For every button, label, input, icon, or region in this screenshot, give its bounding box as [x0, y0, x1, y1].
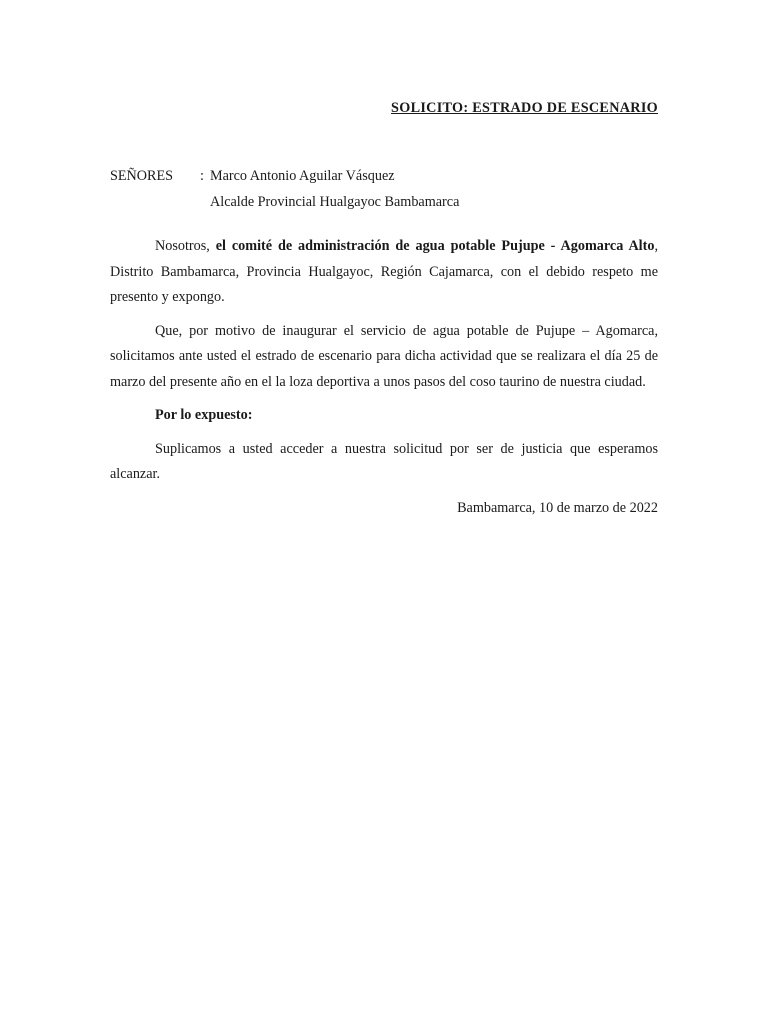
- addressee-separator: :: [200, 168, 204, 184]
- closing-heading: Por lo expuesto:: [155, 407, 253, 423]
- document-subject: SOLICITO: ESTRADO DE ESCENARIO: [391, 100, 658, 116]
- intro-lead: Nosotros,: [155, 238, 216, 254]
- addressee-title-row: [110, 189, 658, 215]
- letter-body: [110, 234, 658, 535]
- addressee-name: Marco Antonio Aguilar Vásquez: [210, 168, 395, 184]
- paragraph-introduction: [110, 234, 658, 311]
- paragraph-request: Que, por motivo de inaugurar el servicio de agua potable de Pujupe – Agomarca, solicitamos ante usted el estrado de escenario para dicha actividad que se realizara el día 25 de marzo del presente año en el la loza deportiva a unos pasos del coso taurino de nuestra ciudad.: [110, 322, 658, 390]
- intro-rest: , Distrito Bambamarca, Provincia Hualgayoc, Región Cajamarca, con el debido respeto me presento y expongo.: [110, 238, 658, 305]
- committee-name: el comité de administración de agua potable Pujupe - Agomarca Alto: [215, 238, 655, 254]
- paragraph-plea: Suplicamos a usted acceder a nuestra solicitud por ser de justicia que esperamos alcanzar.: [110, 440, 658, 482]
- addressee-block: [110, 163, 658, 215]
- addressee-name-row: [110, 163, 658, 189]
- addressee-title: Alcalde Provincial Hualgayoc Bambamarca: [210, 194, 460, 210]
- place-date: Bambamarca, 10 de marzo de 2022: [457, 499, 658, 516]
- addressee-label: SEÑORES: [110, 168, 174, 184]
